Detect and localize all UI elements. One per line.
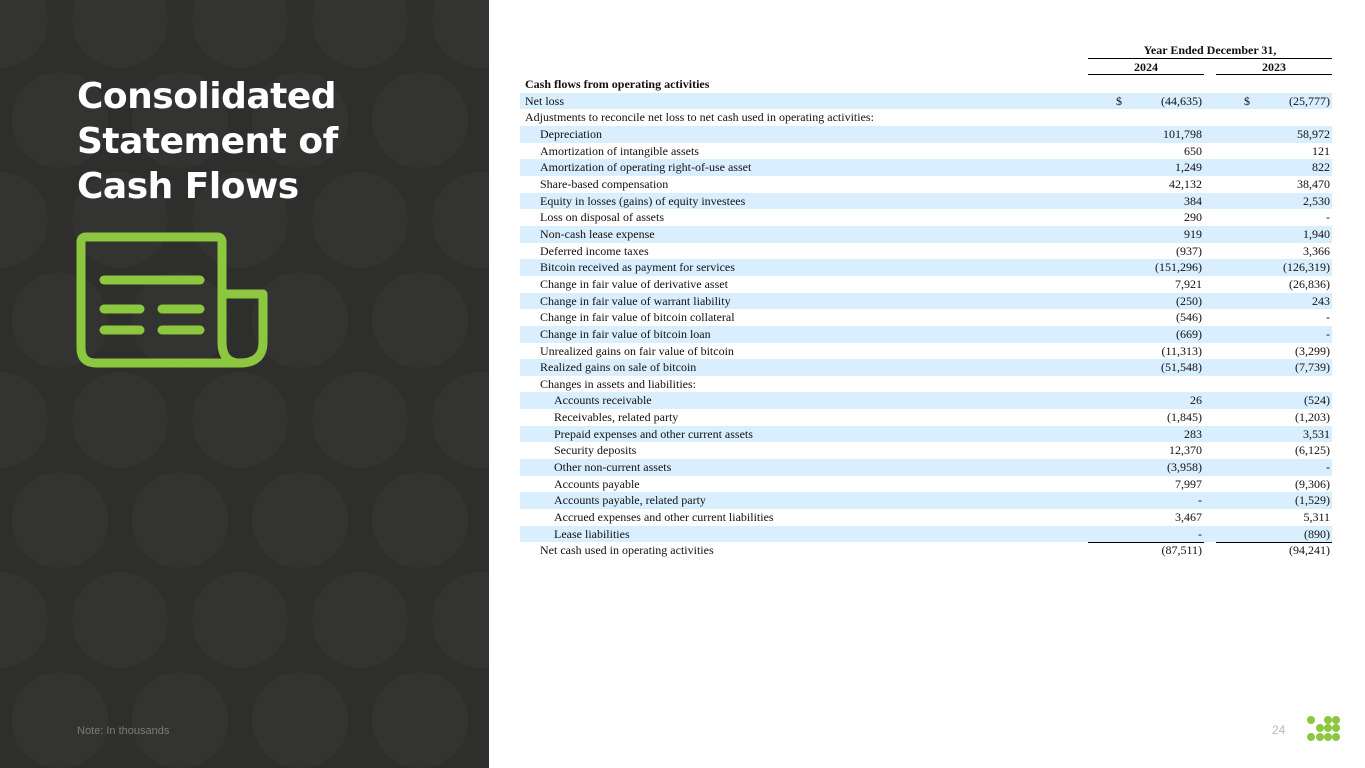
period-header: Year Ended December 31,	[1088, 42, 1332, 59]
table-row	[520, 143, 1332, 160]
cell-2024: (87,511)	[1161, 543, 1202, 558]
cash-flow-table	[520, 42, 1332, 559]
cell-2024: (669)	[1176, 326, 1202, 341]
cell-2024: (44,635)	[1161, 93, 1202, 108]
total-rule	[1216, 542, 1332, 543]
table-row	[520, 426, 1332, 443]
cell-2023: 5,311	[1303, 510, 1330, 525]
cell-2024: (546)	[1176, 310, 1202, 325]
row-label: Receivables, related party	[554, 410, 679, 425]
row-label: Cash flows from operating activities	[525, 77, 710, 91]
table-row	[520, 459, 1332, 476]
cell-2024: 1,249	[1175, 160, 1202, 175]
cell-2024: (51,548)	[1161, 360, 1202, 375]
table-row	[520, 293, 1332, 310]
table-row	[520, 176, 1332, 193]
cell-2023: 2,530	[1303, 193, 1330, 208]
table-row	[520, 542, 1332, 559]
row-label: Net loss	[525, 93, 564, 108]
cell-2023: (1,203)	[1295, 410, 1330, 425]
table-row	[520, 93, 1332, 110]
total-rule	[1088, 542, 1204, 543]
row-label: Lease liabilities	[554, 526, 630, 541]
row-label: Net cash used in operating activities	[540, 543, 714, 558]
page-title	[77, 74, 457, 209]
logo-dots-icon	[1306, 715, 1342, 745]
cell-2023: 3,366	[1303, 243, 1330, 258]
cell-2024: 384	[1184, 193, 1202, 208]
row-label: Change in fair value of bitcoin loan	[540, 326, 711, 341]
row-label: Depreciation	[540, 126, 602, 141]
cell-2024: 3,467	[1175, 510, 1202, 525]
cell-2023: 121	[1312, 143, 1330, 158]
cell-2024: (1,845)	[1167, 410, 1202, 425]
left-panel	[0, 0, 489, 768]
table-row	[520, 492, 1332, 509]
table-row	[520, 359, 1332, 376]
table-row	[520, 76, 1332, 93]
currency-symbol: $	[1116, 93, 1122, 108]
table-row	[520, 159, 1332, 176]
row-label: Security deposits	[554, 443, 637, 458]
row-label: Changes in assets and liabilities:	[540, 376, 696, 391]
row-label: Change in fair value of warrant liability	[540, 293, 731, 308]
row-label: Equity in losses (gains) of equity investees	[540, 193, 746, 208]
cell-2024: 12,370	[1169, 443, 1202, 458]
cell-2023: -	[1326, 326, 1330, 341]
row-label: Deferred income taxes	[540, 243, 649, 258]
row-label: Change in fair value of bitcoin collateral	[540, 310, 735, 325]
cell-2023: (26,836)	[1289, 276, 1330, 291]
row-label: Non-cash lease expense	[540, 226, 655, 241]
row-label: Loss on disposal of assets	[540, 210, 664, 225]
footnote: Note: In thousands	[77, 725, 170, 737]
table-row	[520, 243, 1332, 260]
table-row	[520, 409, 1332, 426]
table-body	[520, 76, 1332, 559]
row-label: Share-based compensation	[540, 176, 669, 191]
row-label: Adjustments to reconcile net loss to net cash used in operating activities:	[525, 110, 874, 125]
table-row	[520, 309, 1332, 326]
table-row	[520, 259, 1332, 276]
table-row	[520, 276, 1332, 293]
cell-2024: 290	[1184, 210, 1202, 225]
row-label: Other non-current assets	[554, 460, 672, 475]
table-row	[520, 326, 1332, 343]
table-row	[520, 126, 1332, 143]
column-header-2023: 2023	[1216, 60, 1332, 75]
row-label: Accrued expenses and other current liabilities	[554, 510, 774, 525]
cell-2023: (3,299)	[1295, 343, 1330, 358]
row-label: Unrealized gains on fair value of bitcoin	[540, 343, 734, 358]
cell-2023: (9,306)	[1295, 476, 1330, 491]
table-row	[520, 526, 1332, 543]
cell-2023: 822	[1312, 160, 1330, 175]
row-label: Accounts payable, related party	[554, 493, 706, 508]
cell-2024: 919	[1184, 226, 1202, 241]
row-label: Bitcoin received as payment for services	[540, 260, 735, 275]
row-label: Prepaid expenses and other current assets	[554, 426, 753, 441]
cell-2024: (11,313)	[1161, 343, 1202, 358]
cell-2024: -	[1198, 526, 1202, 541]
cell-2024: 283	[1184, 426, 1202, 441]
row-label: Amortization of operating right-of-use asset	[540, 160, 752, 175]
cell-2024: (3,958)	[1167, 460, 1202, 475]
table-row	[520, 376, 1332, 393]
table-row	[520, 193, 1332, 210]
cell-2023: 58,972	[1297, 126, 1330, 141]
cell-2023: -	[1326, 210, 1330, 225]
cell-2024: (151,296)	[1155, 260, 1202, 275]
document-icon	[76, 232, 272, 370]
currency-symbol: $	[1244, 93, 1250, 108]
row-label: Realized gains on sale of bitcoin	[540, 360, 697, 375]
row-label: Accounts receivable	[554, 393, 652, 408]
cell-2023: 1,940	[1303, 226, 1330, 241]
cell-2023: 3,531	[1303, 426, 1330, 441]
table-row	[520, 442, 1332, 459]
cell-2024: 26	[1190, 393, 1202, 408]
cell-2024: 650	[1184, 143, 1202, 158]
cell-2023: (94,241)	[1289, 543, 1330, 558]
cell-2023: (524)	[1304, 393, 1330, 408]
cell-2023: -	[1326, 460, 1330, 475]
cell-2023: -	[1326, 310, 1330, 325]
cell-2023: (1,529)	[1295, 493, 1330, 508]
cell-2024: 101,798	[1163, 126, 1202, 141]
table-row	[520, 343, 1332, 360]
cell-2024: 42,132	[1169, 176, 1202, 191]
title-line: Statement of	[77, 121, 338, 162]
table-row	[520, 476, 1332, 493]
cell-2023: (25,777)	[1289, 93, 1330, 108]
table-header	[520, 42, 1332, 76]
table-row	[520, 392, 1332, 409]
cell-2024: 7,997	[1175, 476, 1202, 491]
row-label: Accounts payable	[554, 476, 640, 491]
cell-2023: (126,319)	[1283, 260, 1330, 275]
cell-2023: (7,739)	[1295, 360, 1330, 375]
cell-2023: (6,125)	[1295, 443, 1330, 458]
cell-2024: 7,921	[1175, 276, 1202, 291]
row-label: Amortization of intangible assets	[540, 143, 699, 158]
cell-2023: 243	[1312, 293, 1330, 308]
table-row	[520, 209, 1332, 226]
cell-2024: (250)	[1176, 293, 1202, 308]
cell-2024: (937)	[1176, 243, 1202, 258]
cell-2023: 38,470	[1297, 176, 1330, 191]
table-row	[520, 109, 1332, 126]
table-row	[520, 509, 1332, 526]
page-number: 24	[1272, 723, 1286, 737]
row-label: Change in fair value of derivative asset	[540, 276, 728, 291]
title-line: Cash Flows	[77, 166, 299, 207]
column-header-2024: 2024	[1088, 60, 1204, 75]
cell-2023: (890)	[1304, 526, 1330, 541]
cell-2024: -	[1198, 493, 1202, 508]
table-row	[520, 226, 1332, 243]
title-line: Consolidated	[77, 76, 337, 117]
